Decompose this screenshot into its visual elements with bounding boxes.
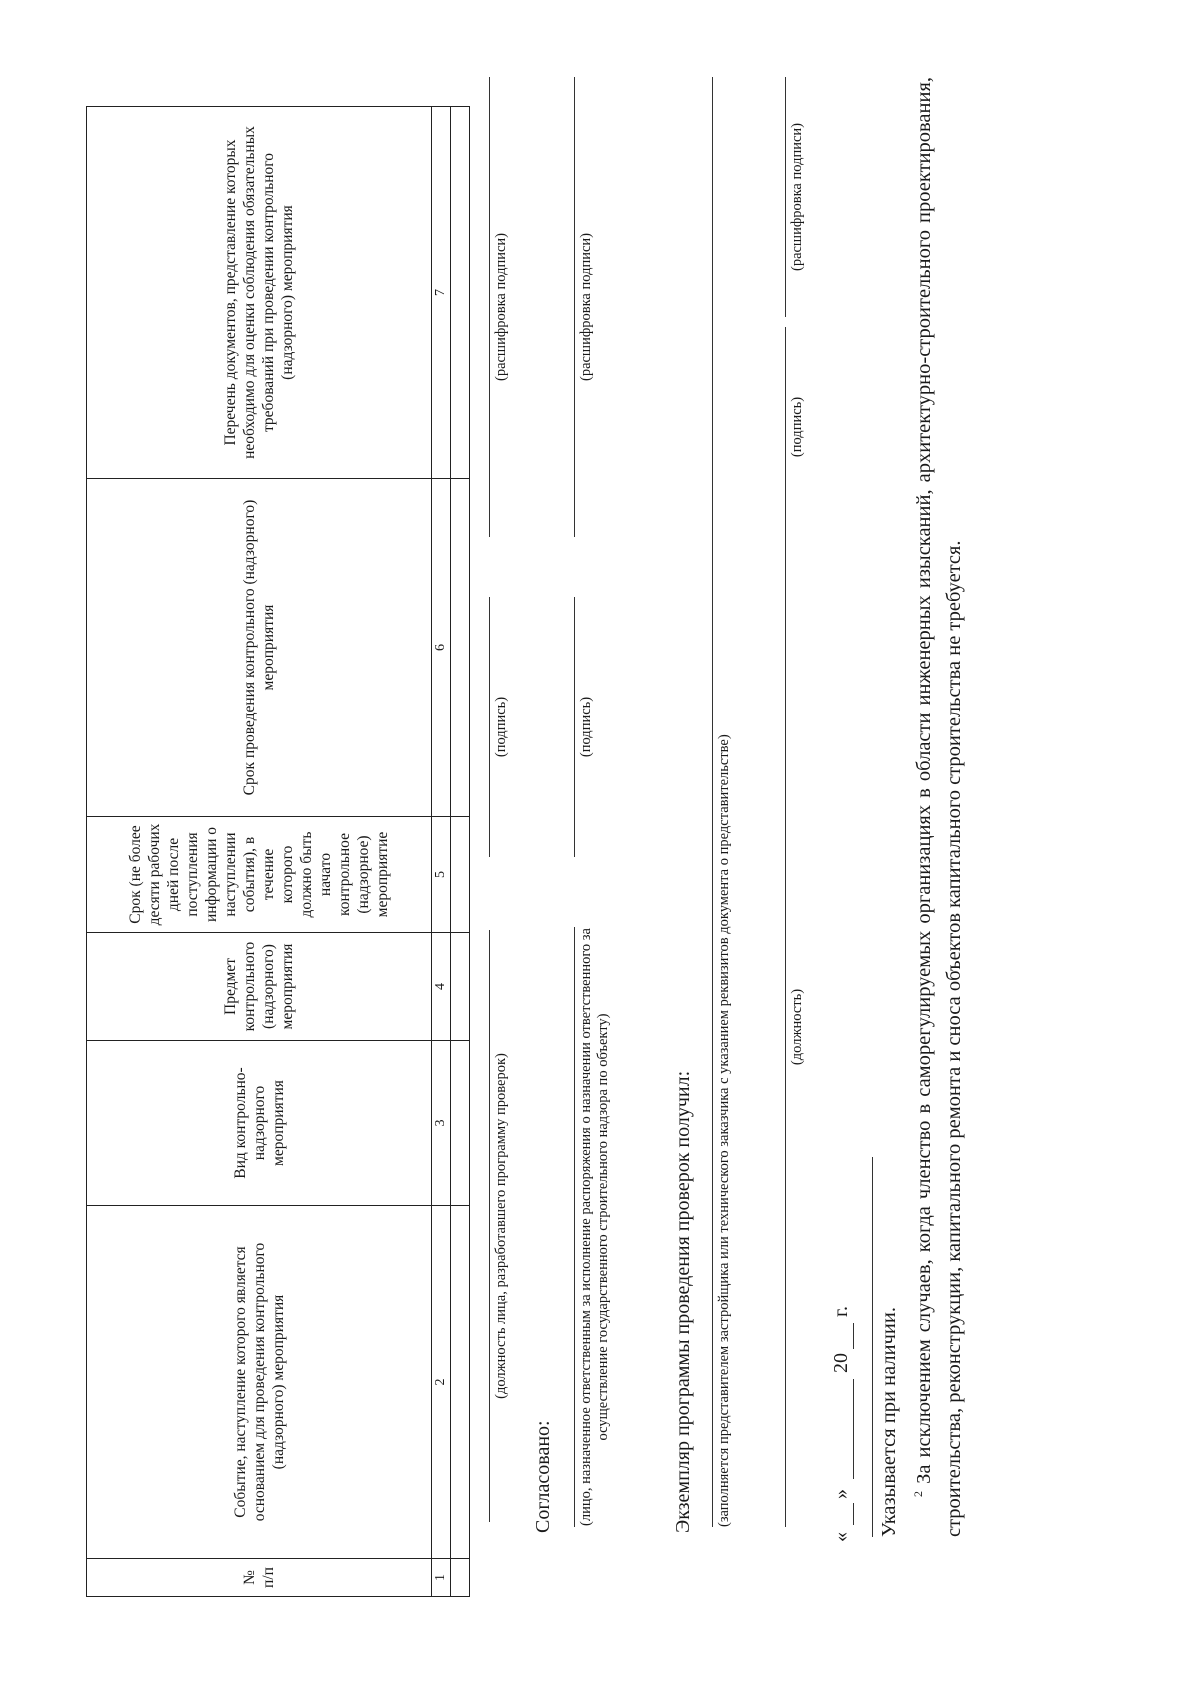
column-number: 2 [432,1206,451,1559]
column-number: 7 [432,107,451,479]
footnote-2-marker: 2 [911,1491,925,1497]
table-cell [451,1559,470,1597]
date-year-line [853,1323,854,1349]
header-duration: Срок проведения контрольного (надзорного) мероприятия [87,479,432,817]
footnote-2-text: За исключением случаев, когда членство в саморегулируемых организациях в области инженерных изысканий, архитектурно-строительного проектирования, строительства, реконструкции, капитального ремонта и сноса объектов капитального строительства не требуется. [913,76,965,1537]
table-cell [451,1206,470,1559]
footnote-2 [903,77,969,1537]
decoding-caption: (расшифровка подписи) [493,232,509,382]
header-subject: Предмет контрольного (надзорного) мероприятия [87,933,432,1041]
agreed-label: Согласовано: [532,1420,554,1533]
column-number: 3 [432,1041,451,1206]
signature-line [712,77,713,1527]
footnote-1: Указывается при наличии. [878,1307,900,1537]
signature-caption: (подпись) [578,696,594,758]
date-close-quote: » [830,1489,852,1499]
table-cell [451,1041,470,1206]
signature-line [574,597,575,857]
representative-caption: (заполняется представителем застройщика или технического заказчика с указанием реквизитов документа о представительстве) [716,734,732,1527]
signature-line [489,930,490,1522]
signature-caption: (подпись) [789,396,805,458]
table-empty-row [451,107,470,1597]
developer-position-caption: (должность лица, разработавшего программу проверок) [493,1053,509,1399]
date-open-quote: « [830,1532,852,1542]
header-documents: Перечень документов, представление которых необходимо для оценки соблюдения обязательных требований при проведении контрольного (надзорного) мероприятия [87,107,432,479]
signature-line [489,77,490,537]
signature-line [785,527,786,1527]
column-number: 1 [432,1559,451,1597]
column-number-row [432,107,451,1597]
header-number: № п/п [87,1559,432,1597]
table-header-row [87,107,432,1597]
header-type: Вид контрольно-надзорного мероприятия [87,1041,432,1206]
signature-line [489,597,490,857]
signature-line [785,327,786,527]
header-start-term: Срок (не более десяти рабочих дней после поступления информации о наступлении события), в течение которого должно быть начато контрольное (надзорное) мероприятие [87,817,432,933]
date-day-line [853,1503,854,1525]
decoding-caption: (расшифровка подписи) [789,122,805,272]
decoding-caption: (расшифровка подписи) [578,232,594,382]
position-caption: (должность) [789,988,805,1066]
column-number: 4 [432,933,451,1041]
signature-line [574,927,575,1527]
inspection-program-table [86,106,470,1597]
date-year-prefix: 20 [830,1353,852,1373]
table-cell [451,933,470,1041]
responsible-caption: (лицо, назначенное ответственным за исполнение распоряжения о назначении ответственного за осуществление государственного строительного надзора по объекту) [578,928,611,1526]
date-year-suffix: г. [830,1306,852,1317]
table-cell [451,817,470,933]
signature-line [785,77,786,317]
column-number: 6 [432,479,451,817]
signature-caption: (подпись) [493,696,509,758]
signature-line [574,77,575,537]
table-cell [451,479,470,817]
column-number: 5 [432,817,451,933]
copy-received-label: Экземпляр программы проведения проверок получил: [672,1070,694,1533]
footnote-separator [872,1157,873,1537]
header-event: Событие, наступление которого является основанием для проведения контрольного (надзорного) мероприятия [87,1206,432,1559]
table-cell [451,107,470,479]
date-month-line [853,1379,854,1479]
